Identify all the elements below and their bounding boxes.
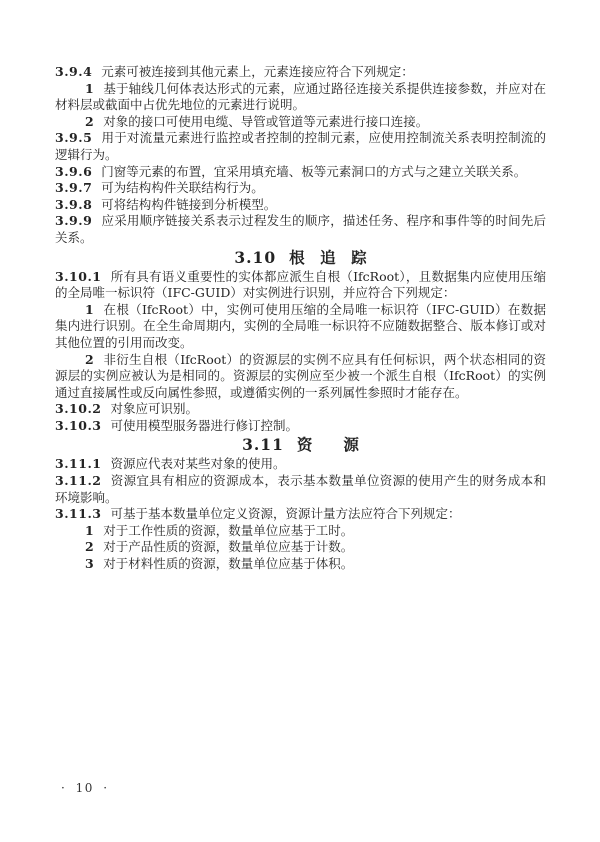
section-heading-3-10 (55, 247, 546, 269)
subitem-3-11-3-2 (55, 539, 546, 556)
clause-number: 3.9.8 (55, 196, 93, 212)
document-body (55, 64, 546, 573)
subitem-text: 在根（IfcRoot）中，实例可使用压缩的全局唯一标识符（IFC-GUID）在数据集内进行识别。在全生命周期内，实例的全局唯一标识符不应随数据整合、版本修订或对其他位置的引用而改变。 (55, 301, 546, 350)
clause-3-10-2 (55, 401, 546, 418)
clause-number: 3.11.3 (55, 506, 102, 522)
clause-number: 3.10.1 (55, 268, 102, 284)
clause-3-11-2 (55, 473, 546, 506)
clause-text: 可使用模型服务器进行修订控制。 (110, 417, 299, 433)
clause-3-11-1 (55, 456, 546, 473)
subitem-number: 1 (85, 80, 95, 96)
subitem-number: 2 (85, 351, 95, 367)
subitem-text: 对象的接口可使用电缆、导管或管道等元素进行接口连接。 (103, 113, 429, 129)
section-number: 3.10 (234, 247, 277, 267)
clause-text: 门窗等元素的布置，宜采用填充墙、板等元素洞口的方式与之建立关联关系。 (101, 163, 527, 179)
section-title: 根 追 踪 (289, 247, 367, 267)
subitem-3-9-4-2 (55, 114, 546, 131)
clause-3-9-5 (55, 130, 546, 163)
subitem-3-10-1-2 (55, 352, 546, 402)
clause-text: 可将结构构件链接到分析模型。 (101, 196, 277, 212)
clause-text: 资源宜具有相应的资源成本，表示基本数量单位资源的使用产生的财务成本和环境影响。 (55, 473, 546, 505)
subitem-text: 非衍生自根（IfcRoot）的资源层的实例不应具有任何标识，两个状态相同的资源层的实例应被认为是相同的。资源层的实例应至少被一个派生自根（IfcRoot）的实例通过直接属性或反向属性参照，或遵循实例的一系列属性参照时才能存在。 (55, 351, 546, 400)
subitem-3-11-3-3 (55, 556, 546, 573)
clause-number: 3.9.6 (55, 163, 93, 179)
subitem-text: 对于工作性质的资源，数量单位应基于工时。 (103, 522, 354, 538)
clause-3-9-9 (55, 213, 546, 246)
page-number: · 10 · (61, 781, 109, 795)
clause-number: 3.10.3 (55, 417, 102, 433)
clause-number: 3.9.9 (55, 213, 93, 229)
clause-text: 应采用顺序链接关系表示过程发生的顺序，描述任务、程序和事件等的时间先后关系。 (55, 213, 546, 245)
clause-text: 对象应可识别。 (110, 401, 199, 417)
clause-text: 所有具有语义重要性的实体都应派生自根（IfcRoot），且数据集内应使用压缩的全局唯一标识符（IFC-GUID）对实例进行识别，并应符合下列规定： (55, 268, 546, 301)
clause-3-9-8 (55, 197, 546, 214)
clause-3-10-1 (55, 269, 546, 302)
clause-3-9-4 (55, 64, 546, 81)
clause-text: 元素可被连接到其他元素上，元素连接应符合下列规定： (101, 64, 414, 79)
subitem-3-11-3-1 (55, 523, 546, 540)
subitem-text: 对于材料性质的资源，数量单位应基于体积。 (103, 556, 354, 572)
section-title: 资 源 (296, 435, 359, 455)
subitem-number: 1 (85, 301, 95, 317)
clause-3-9-7 (55, 180, 546, 197)
clause-text: 可基于基本数量单位定义资源，资源计量方法应符合下列规定： (110, 506, 461, 522)
subitem-number: 2 (85, 113, 95, 129)
subitem-number: 3 (85, 556, 95, 572)
clause-text: 可为结构构件关联结构行为。 (101, 180, 264, 196)
clause-number: 3.11.2 (55, 473, 102, 489)
subitem-text: 对于产品性质的资源，数量单位应基于计数。 (103, 539, 354, 555)
clause-3-9-6 (55, 164, 546, 181)
clause-number: 3.9.5 (55, 130, 93, 146)
clause-number: 3.9.4 (55, 64, 93, 79)
section-heading-3-11 (55, 434, 546, 456)
subitem-number: 2 (85, 539, 95, 555)
clause-3-10-3 (55, 418, 546, 435)
clause-number: 3.11.1 (55, 456, 102, 472)
subitem-3-9-4-1 (55, 81, 546, 114)
subitem-text: 基于轴线几何体表达形式的元素，应通过路径连接关系提供连接参数，并应对在材料层或截面中占优先地位的元素进行说明。 (55, 80, 546, 113)
clause-number: 3.10.2 (55, 401, 102, 417)
clause-text: 用于对流量元素进行监控或者控制的控制元素，应使用控制流关系表明控制流的逻辑行为。 (55, 130, 546, 162)
subitem-3-10-1-1 (55, 302, 546, 352)
clause-number: 3.9.7 (55, 180, 93, 196)
subitem-number: 1 (85, 522, 95, 538)
clause-text: 资源应代表对某些对象的使用。 (110, 456, 286, 472)
section-number: 3.11 (242, 435, 284, 455)
clause-3-11-3 (55, 506, 546, 523)
